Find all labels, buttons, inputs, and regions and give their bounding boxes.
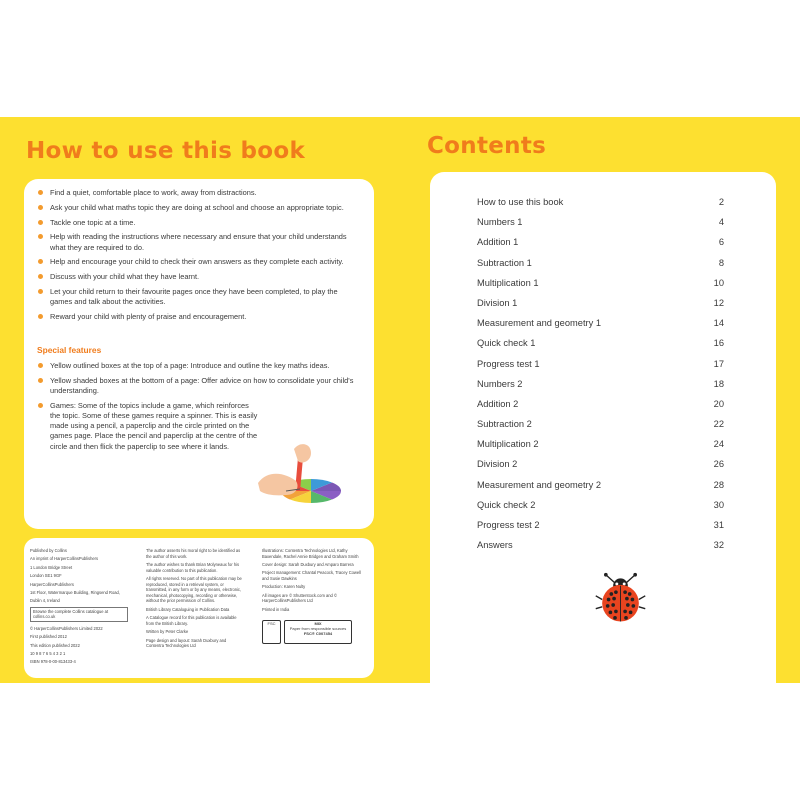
toc-title: Division 1 <box>477 297 518 308</box>
toc-page-number: 20 <box>713 398 724 409</box>
toc-row[interactable] <box>477 459 724 479</box>
toc-page-number: 2 <box>718 197 724 207</box>
toc-title: Subtraction 1 <box>477 257 532 268</box>
table-of-contents <box>477 197 724 560</box>
bullet-icon <box>38 190 43 195</box>
toc-page-number: 12 <box>713 297 724 308</box>
toc-title: Numbers 2 <box>477 378 523 389</box>
toc-row[interactable] <box>477 217 724 237</box>
toc-title: Progress test 2 <box>477 520 540 530</box>
toc-page-number: 30 <box>713 499 724 510</box>
toc-page-number: 4 <box>718 217 724 228</box>
list-item: Discuss with your child what they have learnt. <box>36 272 361 282</box>
toc-page-number: 16 <box>713 338 724 349</box>
toc-title: Answers <box>477 540 513 551</box>
toc-title: Subtraction 2 <box>477 419 532 430</box>
list-item: Let your child return to their favourite pages once they have been completed, to play the games and talk about the activities. <box>36 287 361 307</box>
publisher-column-3: Illustrations: Contentra Technologies Ltd, Kathy Baxendale, Rachel Annie Bridgen and Graham Smith Cover design: Sarah Duxbury and Amparo Barrera Project management: Chantal Peacock, Tracey Cowell and Susie Dawkins Production: Karen Nulty All images are © Shutterstock.com and © HarperCollinsPublishers Ltd Printed in India <box>262 548 361 612</box>
toc-page-number: 6 <box>718 237 724 248</box>
book-spread <box>0 117 800 683</box>
toc-page-number: 8 <box>718 257 724 268</box>
toc-row[interactable] <box>477 399 724 419</box>
bullet-icon <box>38 234 43 239</box>
toc-title: Addition 1 <box>477 237 519 248</box>
toc-page-number: 26 <box>713 459 724 470</box>
list-item: Yellow outlined boxes at the top of a page: Introduce and outline the key maths ideas. <box>36 361 361 371</box>
toc-row[interactable] <box>477 258 724 278</box>
list-item: Games: Some of the topics include a game, which reinforces the topic. Some of these games require a spinner. This is easily made using a pencil, a paperclip and the circle printed on the games page. Place the pencil and paperclip at the centre of the circle and then flick the paperclip to see where it lands. <box>36 401 260 452</box>
toc-row[interactable] <box>477 197 724 217</box>
toc-title: How to use this book <box>477 197 564 207</box>
fsc-label: MIX Paper from responsible sources FSC® C007454 <box>284 620 352 644</box>
toc-page-number: 32 <box>713 540 724 551</box>
bullet-icon <box>38 314 43 319</box>
toc-row[interactable] <box>477 540 724 560</box>
toc-row[interactable] <box>477 520 724 540</box>
bullet-icon <box>38 289 43 294</box>
toc-row[interactable] <box>477 480 724 500</box>
toc-page-number: 22 <box>713 419 724 430</box>
toc-title: Multiplication 1 <box>477 277 539 288</box>
toc-page-number: 17 <box>713 358 724 369</box>
publisher-column-2: The author asserts his moral right to be identified as the author of this work. The author wishes to thank Brian Molyneaux for his valuable contribution to this publication. All rights reserved. No part of this publication may be reproduced, stored in a retrieval system, or transmitted, in any form or by any means, electronic, mechanical, photocopying, recording or otherwise, without the prior permission of Collins. British Library Cataloguing in Publication Data A Catalogue record for this publication is available from the British Library. Written by Peter Clarke Page design and layout: Sarah Duxbury and Contentra Technologies Ltd <box>146 548 242 649</box>
toc-page-number: 14 <box>713 318 724 329</box>
toc-page-number: 31 <box>713 520 724 530</box>
toc-row[interactable] <box>477 500 724 520</box>
instructions-list <box>36 188 361 327</box>
left-page <box>0 117 400 683</box>
toc-title: Progress test 1 <box>477 358 540 369</box>
toc-title: Division 2 <box>477 459 518 470</box>
toc-title: Addition 2 <box>477 398 519 409</box>
fsc-tree-icon: FSC <box>262 620 281 644</box>
list-item: Reward your child with plenty of praise and encouragement. <box>36 312 361 322</box>
toc-row[interactable] <box>477 278 724 298</box>
toc-row[interactable] <box>477 338 724 358</box>
toc-row[interactable] <box>477 298 724 318</box>
toc-row[interactable] <box>477 419 724 439</box>
list-item: Ask your child what maths topic they are doing at school and choose an appropriate topic. <box>36 203 361 213</box>
toc-row[interactable] <box>477 359 724 379</box>
publisher-column-1: Published by Collins An imprint of HarperCollinsPublishers 1 London Bridge Street London SE1 9GF HarperCollinsPublishers 1st Floor, Watermarque Building, Ringsend Road, Dublin 4, Ireland Browse the complete Collins catalogue at collins.co.uk © HarperCollinsPublishers Limited 2022 First published 2012 This edition published 2022 10 9 8 7 6 5 4 3 2 1 ISBN 978-0-00-813433-4 <box>30 548 128 668</box>
ladybird-illustration <box>593 572 648 627</box>
page-heading-how-to-use: How to use this book <box>26 138 306 164</box>
hand-spinner-illustration <box>256 439 356 519</box>
toc-title: Measurement and geometry 2 <box>477 479 602 490</box>
fsc-logo-icon <box>262 620 362 644</box>
contents-card <box>430 172 776 683</box>
list-item: Help and encourage your child to check their own answers as they complete each activity. <box>36 257 361 267</box>
bullet-icon <box>38 378 43 383</box>
toc-title: Measurement and geometry 1 <box>477 318 602 329</box>
toc-row[interactable] <box>477 379 724 399</box>
bullet-icon <box>38 274 43 279</box>
toc-title: Quick check 2 <box>477 499 536 510</box>
bullet-icon <box>38 403 43 408</box>
list-item: Help with reading the instructions where necessary and ensure that your child understands what they are required to do. <box>36 232 361 252</box>
right-page <box>400 117 800 683</box>
special-features-title: Special features <box>37 345 102 355</box>
bullet-icon <box>38 220 43 225</box>
toc-page-number: 10 <box>713 277 724 288</box>
list-item: Yellow shaded boxes at the bottom of a page: Offer advice on how to consolidate your child's understanding. <box>36 376 361 396</box>
toc-title: Numbers 1 <box>477 217 523 228</box>
toc-row[interactable] <box>477 318 724 338</box>
toc-page-number: 18 <box>713 378 724 389</box>
list-item: Find a quiet, comfortable place to work, away from distractions. <box>36 188 361 198</box>
toc-page-number: 28 <box>713 479 724 490</box>
catalogue-box: Browse the complete Collins catalogue at collins.co.uk <box>30 607 128 622</box>
toc-row[interactable] <box>477 439 724 459</box>
bullet-icon <box>38 205 43 210</box>
how-to-use-card <box>24 179 374 529</box>
toc-title: Quick check 1 <box>477 338 536 349</box>
page-heading-contents: Contents <box>427 133 547 159</box>
toc-title: Multiplication 2 <box>477 439 539 450</box>
list-item: Tackle one topic at a time. <box>36 218 361 228</box>
toc-row[interactable] <box>477 237 724 257</box>
bullet-icon <box>38 259 43 264</box>
bullet-icon <box>38 363 43 368</box>
toc-page-number: 24 <box>713 439 724 450</box>
publisher-info-card <box>24 538 374 678</box>
